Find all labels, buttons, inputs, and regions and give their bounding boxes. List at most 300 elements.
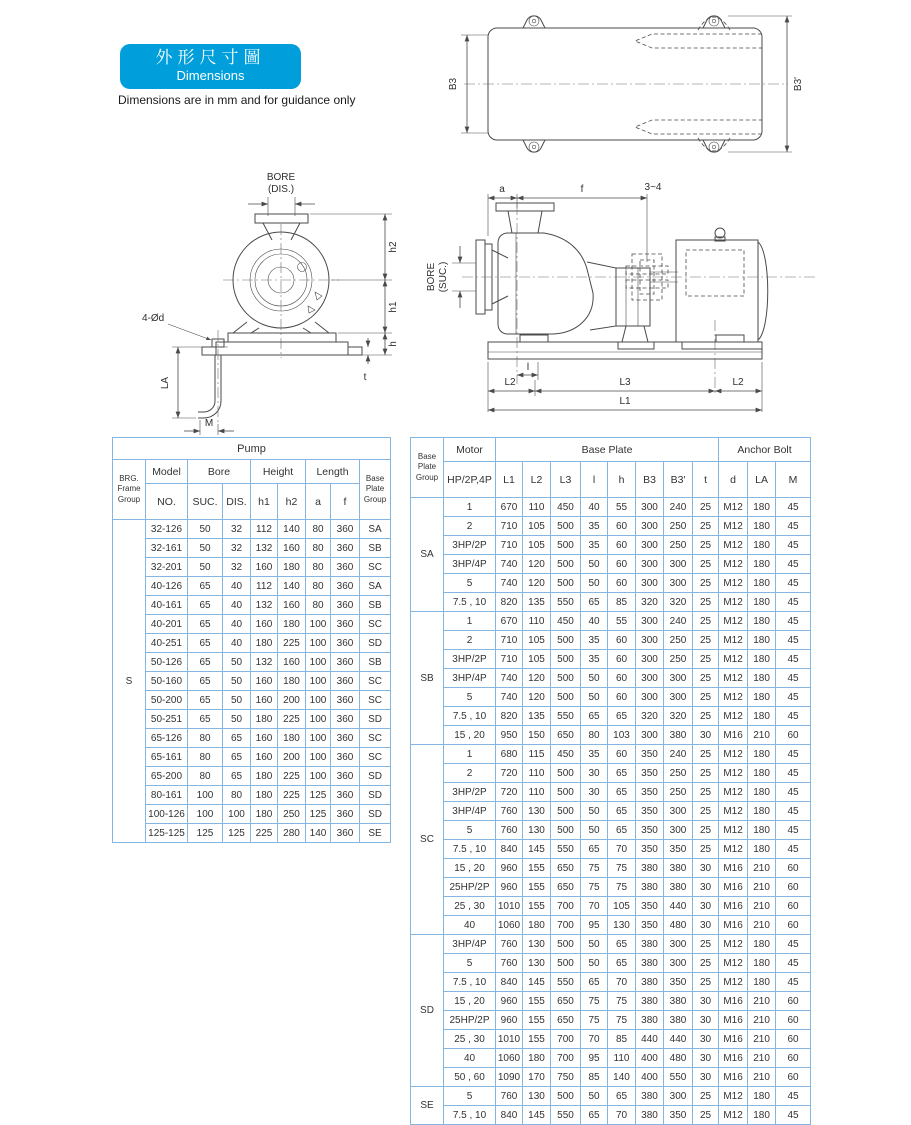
anchor-bolt-label: 4-Ød (142, 313, 165, 324)
base-plate-group-cell: SA (411, 498, 444, 612)
cell: 7.5 , 10 (444, 840, 496, 859)
cell: 60 (608, 631, 636, 650)
col-f: f (331, 484, 360, 520)
cell: 75 (581, 1011, 608, 1030)
cell: 300 (664, 802, 693, 821)
cell: 300 (636, 574, 664, 593)
cell: 85 (608, 593, 636, 612)
table-row (411, 992, 811, 1011)
cell: 240 (664, 612, 693, 631)
cell: 300 (636, 555, 664, 574)
cell: 70 (581, 897, 608, 916)
cell: 105 (523, 517, 551, 536)
dim-t-label: t (363, 372, 367, 383)
cell: 65 (188, 672, 223, 691)
cell: 670 (496, 498, 523, 517)
cell: 7.5 , 10 (444, 973, 496, 992)
cell: 30 (693, 916, 719, 935)
cell: 32-126 (146, 520, 188, 539)
dim-a-label: a (499, 184, 505, 195)
cell: 300 (636, 650, 664, 669)
brg-frame-group-header: BRG. Frame Group (113, 460, 146, 520)
table-row (411, 897, 811, 916)
cell: 100 (188, 786, 223, 805)
cell: 3HP/4P (444, 802, 496, 821)
cell: SC (360, 729, 391, 748)
table-row (411, 783, 811, 802)
cell: 250 (278, 805, 306, 824)
table-row (411, 745, 811, 764)
cell: 440 (636, 1030, 664, 1049)
cell: 360 (331, 615, 360, 634)
cell: 150 (523, 726, 551, 745)
cell: 25 (693, 954, 719, 973)
cell: 135 (523, 593, 551, 612)
cell: 960 (496, 1011, 523, 1030)
cell: 760 (496, 954, 523, 973)
cell: 500 (551, 650, 581, 669)
cell: 25 (693, 935, 719, 954)
cell: 360 (331, 577, 360, 596)
cell: 40 (581, 498, 608, 517)
cell: 125-125 (146, 824, 188, 843)
table-row (411, 973, 811, 992)
col-hp: HP/2P,4P (444, 462, 496, 498)
cell: 100 (188, 805, 223, 824)
cell: 45 (776, 745, 811, 764)
dim-la-label: LA (160, 376, 171, 390)
table-row (411, 631, 811, 650)
cell: 45 (776, 631, 811, 650)
cell: 350 (636, 783, 664, 802)
cell: 75 (608, 1011, 636, 1030)
cell: 50-160 (146, 672, 188, 691)
cell: 250 (664, 631, 693, 650)
cell: 60 (608, 574, 636, 593)
cell: 65 (581, 1106, 608, 1125)
cell: M16 (719, 859, 748, 878)
table-row (411, 916, 811, 935)
assembly-side-view-drawing (420, 170, 830, 425)
cell: 100 (306, 634, 331, 653)
cell: 25 (693, 840, 719, 859)
cell: 45 (776, 840, 811, 859)
cell: 300 (636, 536, 664, 555)
cell: 60 (776, 916, 811, 935)
cell: 180 (748, 574, 776, 593)
cell: 200 (278, 748, 306, 767)
cell: 65-126 (146, 729, 188, 748)
cell: 95 (581, 1049, 608, 1068)
page-title-zh: 外形尺寸圖 (155, 48, 266, 67)
cell: 180 (748, 707, 776, 726)
cell: 80 (306, 520, 331, 539)
cell: 45 (776, 935, 811, 954)
cell: 32-161 (146, 539, 188, 558)
cell: 180 (748, 536, 776, 555)
base-plate-table (410, 437, 811, 1125)
cell: 35 (581, 536, 608, 555)
cell: 25 (693, 688, 719, 707)
cell: M16 (719, 726, 748, 745)
cell: SB (360, 653, 391, 672)
cell: 65 (608, 783, 636, 802)
table-row (411, 593, 811, 612)
cell: 250 (664, 764, 693, 783)
cell: SA (360, 520, 391, 539)
pump-table-title: Pump (113, 438, 391, 460)
cell: 300 (664, 574, 693, 593)
cell: 65 (581, 973, 608, 992)
cell: M12 (719, 973, 748, 992)
cell: 30 (693, 992, 719, 1011)
cell: M12 (719, 650, 748, 669)
cell: 300 (664, 669, 693, 688)
cell: 25 (693, 631, 719, 650)
table-row (113, 520, 391, 539)
cell: 300 (664, 821, 693, 840)
cell: 30 (693, 1049, 719, 1068)
cell: 40 (223, 634, 251, 653)
cell: 130 (608, 916, 636, 935)
cell: 180 (748, 688, 776, 707)
cell: 210 (748, 726, 776, 745)
cell: 700 (551, 1049, 581, 1068)
cell: 110 (523, 783, 551, 802)
cell: 350 (636, 897, 664, 916)
cell: M12 (719, 574, 748, 593)
cell: 2 (444, 764, 496, 783)
cell: 180 (523, 1049, 551, 1068)
cell: 55 (608, 498, 636, 517)
cell: 40-126 (146, 577, 188, 596)
table-row (113, 558, 391, 577)
cell: 1 (444, 745, 496, 764)
cell: M16 (719, 1068, 748, 1087)
col-L1: L1 (496, 462, 523, 498)
cell: 130 (523, 802, 551, 821)
cell: 840 (496, 1106, 523, 1125)
cell: 120 (523, 574, 551, 593)
cell: 25HP/2P (444, 878, 496, 897)
cell: M12 (719, 764, 748, 783)
cell: 45 (776, 1106, 811, 1125)
cell: 210 (748, 897, 776, 916)
cell: 180 (748, 1106, 776, 1125)
cell: 180 (251, 710, 278, 729)
cell: 30 (581, 764, 608, 783)
cell: 380 (636, 1106, 664, 1125)
bore-suc-label-1: BORE (426, 262, 437, 292)
cell: 145 (523, 973, 551, 992)
cell: 5 (444, 688, 496, 707)
cell: 450 (551, 612, 581, 631)
cell: 112 (251, 520, 278, 539)
cell: 360 (331, 710, 360, 729)
cell: 225 (278, 786, 306, 805)
table-row (113, 767, 391, 786)
cell: 300 (636, 631, 664, 650)
cell: 740 (496, 574, 523, 593)
cell: 3HP/4P (444, 669, 496, 688)
cell: 25 (693, 1106, 719, 1125)
cell: 65 (223, 748, 251, 767)
dim-h2-label: h2 (388, 241, 399, 253)
cell: 710 (496, 631, 523, 650)
cell: 300 (636, 517, 664, 536)
cell: 60 (608, 517, 636, 536)
cell: 1 (444, 498, 496, 517)
cell: 75 (608, 859, 636, 878)
cell: 500 (551, 517, 581, 536)
cell: M12 (719, 631, 748, 650)
cell: 45 (776, 555, 811, 574)
table-row (113, 596, 391, 615)
cell: 50 (581, 954, 608, 973)
cell: 65 (608, 954, 636, 973)
cell: 25 (693, 517, 719, 536)
cell: 160 (251, 672, 278, 691)
cell: 320 (664, 593, 693, 612)
cell: 380 (636, 992, 664, 1011)
cell: M16 (719, 897, 748, 916)
cell: 180 (748, 1087, 776, 1106)
cell: 32 (223, 539, 251, 558)
cell: 70 (608, 973, 636, 992)
base-plate-group-cell: SD (411, 935, 444, 1087)
cell: 360 (331, 634, 360, 653)
dim-b3-label: B3 (448, 77, 459, 91)
cell: 550 (551, 1106, 581, 1125)
cell: 180 (748, 802, 776, 821)
cell: 300 (636, 669, 664, 688)
cell: 350 (636, 821, 664, 840)
cell: 15 , 20 (444, 859, 496, 878)
cell: 350 (636, 745, 664, 764)
cell: 30 (693, 1030, 719, 1049)
table-row (411, 821, 811, 840)
cell: 25 (693, 593, 719, 612)
cell: 45 (776, 783, 811, 802)
cell: 180 (748, 783, 776, 802)
col-B3p: B3' (664, 462, 693, 498)
cell: 65 (608, 935, 636, 954)
cell: 450 (551, 498, 581, 517)
table-row (411, 954, 811, 973)
cell: 500 (551, 783, 581, 802)
cell: 110 (523, 498, 551, 517)
cell: 125 (188, 824, 223, 843)
cell: 110 (608, 1049, 636, 1068)
table-row (113, 805, 391, 824)
table-row (113, 653, 391, 672)
cell: 250 (664, 536, 693, 555)
cell: 820 (496, 593, 523, 612)
cell: 7.5 , 10 (444, 593, 496, 612)
cell: 105 (523, 536, 551, 555)
cell: 440 (664, 897, 693, 916)
cell: 50 (223, 653, 251, 672)
cell: 32-201 (146, 558, 188, 577)
cell: 95 (581, 916, 608, 935)
cell: 60 (776, 1030, 811, 1049)
cell: M16 (719, 1011, 748, 1030)
cell: 110 (523, 764, 551, 783)
cell: 60 (776, 897, 811, 916)
cell: 380 (664, 859, 693, 878)
cell: 35 (581, 650, 608, 669)
cell: 7.5 , 10 (444, 707, 496, 726)
cell: 2 (444, 517, 496, 536)
table-row (411, 517, 811, 536)
cell: 360 (331, 539, 360, 558)
cell: 140 (278, 520, 306, 539)
cell: 180 (748, 973, 776, 992)
cell: 240 (664, 498, 693, 517)
cell: 380 (636, 935, 664, 954)
table-row (113, 691, 391, 710)
cell: 80 (188, 748, 223, 767)
cell: 155 (523, 859, 551, 878)
brg-frame-group-cell: S (113, 520, 146, 843)
cell: 60 (776, 1049, 811, 1068)
cell: 100 (306, 710, 331, 729)
cell: 740 (496, 669, 523, 688)
cell: 2 (444, 631, 496, 650)
table-row (411, 1011, 811, 1030)
col-B3: B3 (636, 462, 664, 498)
cell: 30 (693, 726, 719, 745)
cell: 360 (331, 786, 360, 805)
cell: 760 (496, 1087, 523, 1106)
cell: 280 (278, 824, 306, 843)
cell: M12 (719, 517, 748, 536)
cell: SE (360, 824, 391, 843)
cell: 720 (496, 783, 523, 802)
cell: 32 (223, 558, 251, 577)
cell: 65 (608, 707, 636, 726)
cell: 100 (306, 748, 331, 767)
cell: 350 (664, 840, 693, 859)
cell: 15 , 20 (444, 992, 496, 1011)
cell: 380 (636, 1011, 664, 1030)
table-row (411, 574, 811, 593)
cell: 25 (693, 574, 719, 593)
cell: 30 (693, 1011, 719, 1030)
cell: SA (360, 577, 391, 596)
cell: 103 (608, 726, 636, 745)
cell: 65 (608, 821, 636, 840)
cell: 550 (551, 707, 581, 726)
cell: SB (360, 596, 391, 615)
cell: 75 (608, 992, 636, 1011)
cell: 360 (331, 691, 360, 710)
table-row (113, 672, 391, 691)
cell: 360 (331, 520, 360, 539)
cell: M16 (719, 1049, 748, 1068)
cell: 65 (581, 593, 608, 612)
col-h1: h1 (251, 484, 278, 520)
table-row (411, 1087, 811, 1106)
cell: 60 (608, 688, 636, 707)
cell: 65 (581, 707, 608, 726)
dim-l-label: l (526, 362, 530, 373)
col-l: l (581, 462, 608, 498)
cell: 500 (551, 764, 581, 783)
table-row (411, 878, 811, 897)
cell: 1060 (496, 916, 523, 935)
cell: 500 (551, 935, 581, 954)
cell: 145 (523, 1106, 551, 1125)
table-row (411, 1030, 811, 1049)
cell: 70 (608, 1106, 636, 1125)
cell: 840 (496, 973, 523, 992)
cell: 180 (748, 555, 776, 574)
cell: M16 (719, 916, 748, 935)
cell: 65 (188, 691, 223, 710)
cell: 130 (523, 1087, 551, 1106)
col-L2: L2 (523, 462, 551, 498)
cell: 160 (278, 653, 306, 672)
cell: 65 (608, 1087, 636, 1106)
table-row (411, 1106, 811, 1125)
base-plate-group-cell: SC (411, 745, 444, 935)
table-row (113, 615, 391, 634)
cell: 500 (551, 1087, 581, 1106)
cell: 80 (581, 726, 608, 745)
table-row (411, 1049, 811, 1068)
cell: 960 (496, 878, 523, 897)
cell: 50 (223, 710, 251, 729)
cell: 960 (496, 992, 523, 1011)
cell: 210 (748, 859, 776, 878)
base-plate-group-col-header: Base Plate Group (411, 438, 444, 498)
cell: 75 (608, 878, 636, 897)
cell: 180 (748, 821, 776, 840)
cell: 45 (776, 688, 811, 707)
cell: 80-161 (146, 786, 188, 805)
table-row (113, 729, 391, 748)
cell: 140 (278, 577, 306, 596)
cell: 180 (278, 729, 306, 748)
cell: 65-200 (146, 767, 188, 786)
col-L3: L3 (551, 462, 581, 498)
bore-dis-label-2: (DIS.) (267, 184, 295, 195)
cell: 50-126 (146, 653, 188, 672)
cell: 550 (551, 973, 581, 992)
cell: 210 (748, 1030, 776, 1049)
cell: 45 (776, 517, 811, 536)
cell: 50 (223, 672, 251, 691)
cell: 170 (523, 1068, 551, 1087)
cell: M12 (719, 935, 748, 954)
col-h2: h2 (278, 484, 306, 520)
dim-b3prime-label: B3' (793, 76, 804, 92)
cell: 760 (496, 802, 523, 821)
cell: 250 (664, 783, 693, 802)
cell: 380 (636, 954, 664, 973)
cell: 760 (496, 821, 523, 840)
cell: 15 , 20 (444, 726, 496, 745)
cell: 210 (748, 1049, 776, 1068)
cell: 740 (496, 555, 523, 574)
cell: 35 (581, 631, 608, 650)
cell: 155 (523, 992, 551, 1011)
pump-table-body (113, 520, 391, 843)
cell: 60 (776, 859, 811, 878)
cell: 360 (331, 729, 360, 748)
cell: 25HP/2P (444, 1011, 496, 1030)
